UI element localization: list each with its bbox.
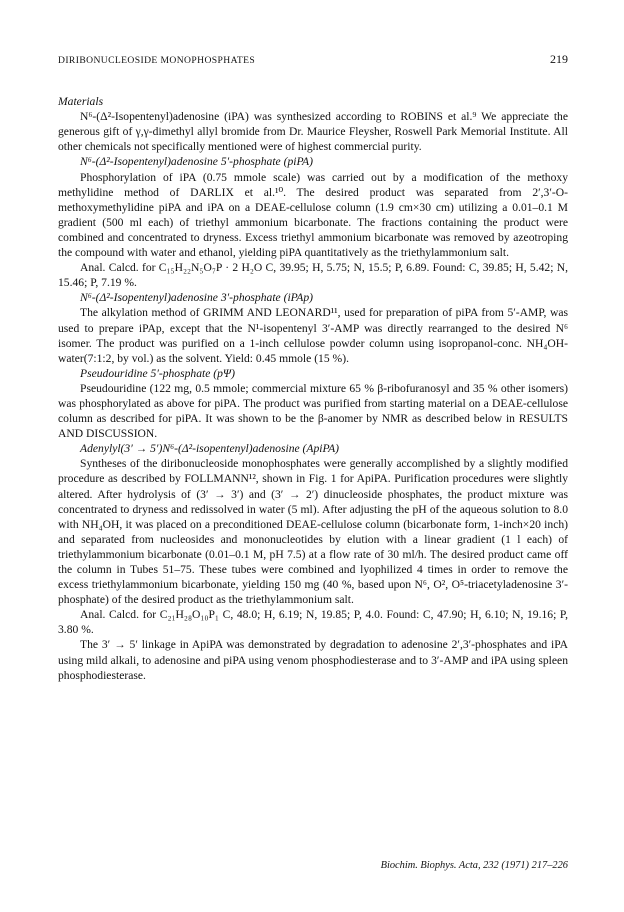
page-number: 219 <box>550 52 568 66</box>
running-title: DIRIBONUCLEOSIDE MONOPHOSPHATES <box>58 55 256 66</box>
paragraph-apipa-linkage: The 3′ → 5′ linkage in ApiPA was demonstrated by degradation to adenosine 2′,3′-phosphates and iPA using mild alkali, to adenosine and piPA using venom phosphodiesterase and to 3′-AMP and iPA using spleen phosphodiesterase. <box>58 638 568 682</box>
paragraph-pipa-phosphorylation: Phosphorylation of iPA (0.75 mmole scale) was carried out by a modification of the methoxy methylidine method of DARLIX et al.¹⁰. The desired product was separated from 2′,3′-O-methoxymethylidine piPA and iPA on a DEAE-cellulose column (1.9 cm×30 cm) utilizing a 0.01–0.1 M gradient (500 ml each) of triethyl ammonium bicarbonate. The fractions containing the product were combined and concentrated to dryness. Excess triethyl ammonium bicarbonate was removed by azeotroping the compound with water and ethanol, yielding piPA quantitatively as the triethylammonium salt. <box>58 170 568 260</box>
subheading-ipap: N⁶-(Δ²-Isopentenyl)adenosine 3′-phosphate (iPAp) <box>80 291 313 305</box>
paragraph-apipa-synthesis: Syntheses of the diribonucleoside monophosphates were generally accomplished by a slightly modified procedure as described by FOLLMANN¹², shown in Fig. 1 for ApiPA. Purification procedures were slightly altered. After hydrolysis of (3′ → 3′) and (3′ → 2′) dinucleoside phosphates, the product mixture was concentrated to dryness and redissolved in water (5 ml). After adjusting the pH of the aqueous solution to 8.0 with NH₄OH, it was placed on a preconditioned DEAE-cellulose column (bicarbonate form, 1-inch×20 inch) and separated from nucleosides and mononucleotides by elution with a linear gradient (1 l each) of triethylammonium bicarbonate (0.01–0.1 M, pH 7.5) at a flow rate of 30 ml/h. The desired product came off the column in Tubes 51–75. These tubes were combined and lyophilized 4 times in order to remove the excess triethylammonium bicarbonate, yielding 150 mg (40 %, based upon N⁶, O², O⁵-triacetyladenosine 3′-phosphate) of the desired product as the triethylammonium salt. <box>58 457 568 607</box>
paragraph-ipa-synthesis: N⁶-(Δ²-Isopentenyl)adenosine (iPA) was synthesized according to ROBINS et al.⁹ We appreciate the generous gift of γ,γ-dimethyl allyl bromide from Dr. Maurice Fleysher, Roswell Park Memorial Institute. All other chemicals not specifically mentioned were of highest commercial purity. <box>58 110 568 154</box>
journal-citation-footer: Biochim. Biophys. Acta, 232 (1971) 217–226 <box>380 860 568 871</box>
paragraph-pipa-analysis: Anal. Calcd. for C₁₅H₂₂N₅O₇P · 2 H₂O C, 39.95; H, 5.75; N, 15.5; P, 6.89. Found: C, 39.85; H, 5.42; N, 15.46; P, 7.19 %. <box>58 261 568 290</box>
subheading-pseudouridine: Pseudouridine 5′-phosphate (pΨ) <box>80 366 235 380</box>
section-title-materials: Materials <box>58 95 104 109</box>
subheading-pipa: N⁶-(Δ²-Isopentenyl)adenosine 5′-phosphate (piPA) <box>80 155 313 169</box>
running-header <box>58 52 568 68</box>
paragraph-apipa-analysis: Anal. Calcd. for C₂₁H₂₈O₁₀P₁ C, 48.0; H, 6.19; N, 19.85; P, 4.0. Found: C, 47.90; H, 6.10; N, 19.16; P, 3.80 %. <box>58 608 568 637</box>
paragraph-ipap-alkylation: The alkylation method of GRIMM AND LEONARD¹¹, used for preparation of piPA from 5′-AMP, was used to prepare iPAp, except that the N¹-isopentenyl 3′-AMP was directly rearranged to the desired N⁶ isomer. The product was purified on a 1-inch cellulose powder column using isopropanol-conc. NH₄OH-water(7:1:2, by vol.) as the solvent. Yield: 0.45 mmole (15 %). <box>58 306 568 365</box>
paragraph-pseudouridine: Pseudouridine (122 mg, 0.5 mmole; commercial mixture 65 % β-ribofuranosyl and 35 % other isomers) was phosphorylated as above for piPA. The product was purified from starting material on a DEAE-cellulose column as described for piPA. It was shown to be the β-anomer by NMR as described below in RESULTS AND DISCUSSION. <box>58 381 568 441</box>
subheading-apipa: Adenylyl(3′ → 5′)N⁶-(Δ²-isopentenyl)adenosine (ApiPA) <box>80 442 340 456</box>
